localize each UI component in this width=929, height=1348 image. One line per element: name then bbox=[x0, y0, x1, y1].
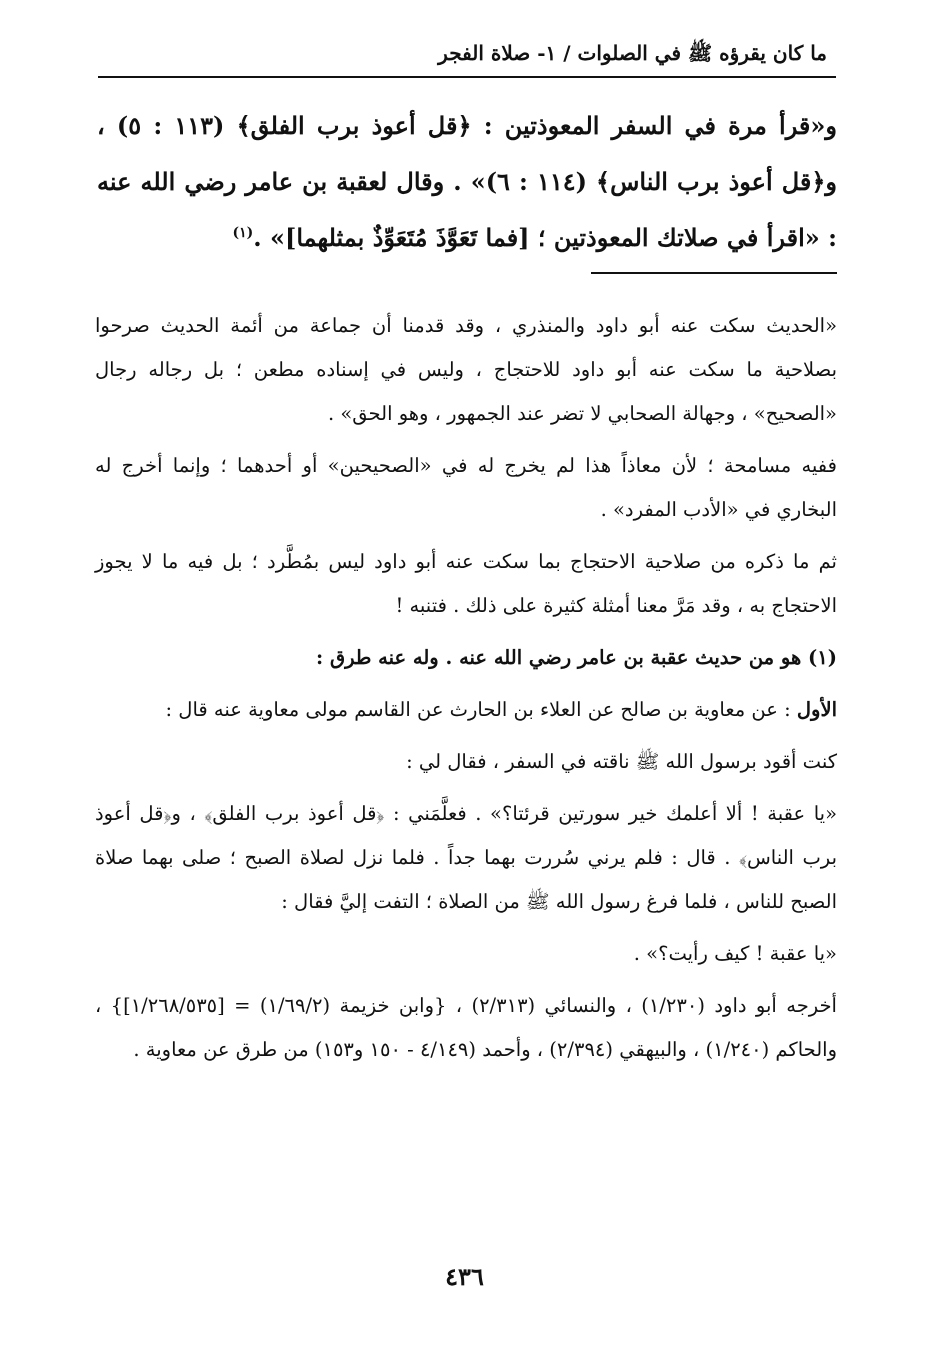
footnote-paragraph-4: كنت أقود برسول الله ﷺ ناقته في السفر ، فقال لي : bbox=[406, 750, 837, 773]
header-rule bbox=[98, 76, 836, 78]
main-paragraph bbox=[97, 98, 837, 266]
footnote-marker: (١) bbox=[232, 225, 254, 241]
footnote-paragraph-2: ففيه مسامحة ؛ لأن معاذاً هذا لم يخرج له في «الصحيحين» أو أحدهما ؛ وإنما أخرج له البخاري في «الأدب المفرد» . bbox=[95, 454, 837, 521]
footnote-rule bbox=[591, 272, 837, 274]
footnote-paragraph-6: «يا عقبة ! كيف رأيت؟» . bbox=[633, 942, 837, 965]
footnote-paragraph-5: «يا عقبة ! ألا أعلمك خير سورتين قرئتا؟» . فعلَّمَني : ﴿قل أعوذ برب الفلق﴾ ، و﴿قل أعوذ برب الناس﴾ . قال : فلم يرني سُررت بهما جداً . فلما نزل لصلاة الصبح ؛ صلى بهما صلاة الصبح للناس ، فلما فرغ رسول الله ﷺ من الصلاة ؛ التفت إليَّ فقال : bbox=[95, 802, 837, 913]
footnote-first-route bbox=[95, 688, 837, 732]
footnote-1-head: (١) هو من حديث عقبة بن عامر رضي الله عنه . وله عنه طرق : bbox=[315, 646, 837, 669]
running-header: ما كان يقرؤه ﷺ في الصلوات / ١- صلاة الفجر bbox=[438, 41, 827, 65]
first-route-label: الأول bbox=[796, 698, 837, 721]
first-route-text: : عن معاوية بن صالح عن العلاء بن الحارث عن القاسم مولى معاوية عنه قال : bbox=[165, 698, 791, 721]
footnote-paragraph-7: أخرجه أبو داود (١/٢٣٠) ، والنسائي (٢/٣١٣) ، {وابن خزيمة (١/٦٩/٢) = [١/٢٦٨/٥٣٥]} ، والحاكم (١/٢٤٠) ، والبيهقي (٢/٣٩٤) ، وأحمد (٤/١٤٩ - ١٥٠ و١٥٣) من طرق عن معاوية . bbox=[95, 994, 837, 1061]
footnote-paragraph-1: «الحديث سكت عنه أبو داود والمنذري ، وقد قدمنا أن جماعة من أئمة الحديث صرحوا بصلاحية ما سكت عنه أبو داود للاحتجاج ، وليس في إسناده مطعن ؛ بل رجاله رجال «الصحيح» ، وجهالة الصحابي لا تضر عند الجمهور ، وهو الحق» . bbox=[95, 314, 837, 425]
main-paragraph-text: و«قرأ مرة في السفر المعوذتين : ﴿قل أعوذ برب الفلق﴾ (١١٣ : ٥) ، و﴿قل أعوذ برب الناس﴾ (١١٤ : ٦)» . وقال لعقبة بن عامر رضي الله عنه : «اقرأ في صلاتك المعوذتين ؛ [فما تَعَوَّذَ مُتَعَوِّذٌ بمثلهما]» . bbox=[97, 111, 838, 252]
page-number: ٤٣٦ bbox=[445, 1262, 484, 1291]
footnote-paragraph-3: ثم ما ذكره من صلاحية الاحتجاج بما سكت عنه أبو داود ليس بمُطَّرد ؛ بل فيه ما لا يجوز الاحتجاج به ، وقد مَرَّ معنا أمثلة كثيرة على ذلك . فتنبه ! bbox=[95, 550, 837, 617]
footnotes bbox=[95, 304, 837, 1080]
main-text bbox=[97, 98, 837, 266]
